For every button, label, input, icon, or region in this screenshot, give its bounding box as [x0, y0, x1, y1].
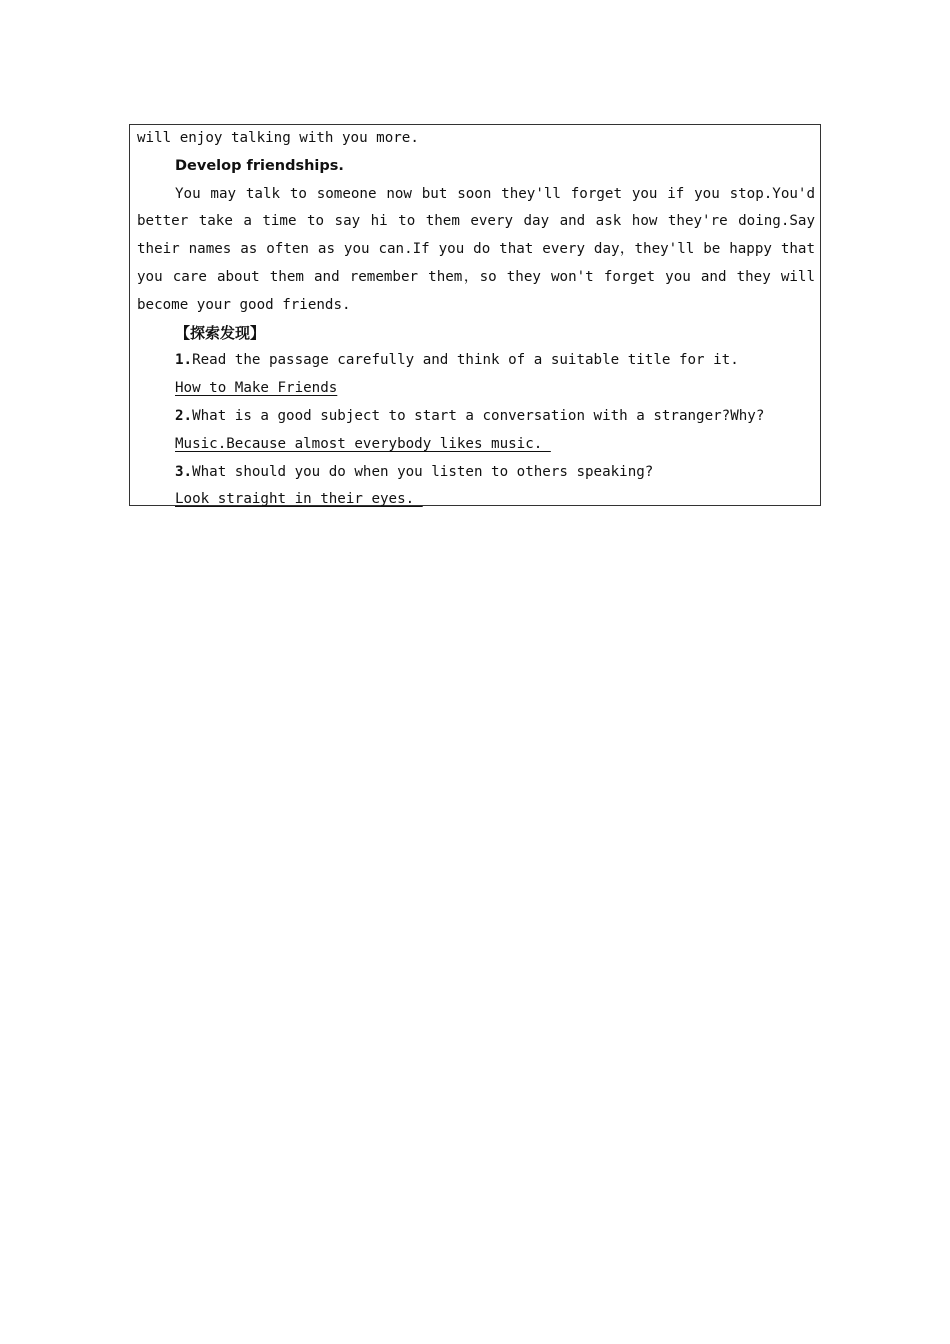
question-text: Read the passage carefully and think of a suitable title for it.: [192, 352, 739, 369]
passage-continuation: will enjoy talking with you more.: [137, 130, 419, 146]
passage-paragraph: [137, 181, 815, 320]
section-heading: Develop friendships.: [175, 157, 344, 174]
question-number: 2.: [175, 407, 193, 424]
paragraph-line: You may talk to someone now but soon they'll forget you if you stop.You'd: [175, 185, 815, 202]
answer-text: Music.Because almost everybody likes music.: [175, 435, 551, 452]
question-item: [137, 459, 815, 487]
answer-text: How to Make Friends: [175, 380, 338, 397]
answer-line: [137, 431, 815, 459]
paragraph-line: their names as often as you can.If you do that every day，they'll be happy that: [137, 241, 815, 258]
document-body: [137, 125, 815, 514]
answer-text: Look straight in their eyes.: [175, 491, 423, 508]
question-item: [137, 347, 815, 375]
paragraph-line: better take a time to say hi to them every day and ask how they're doing.Say: [137, 213, 815, 230]
question-text: What is a good subject to start a conversation with a stranger?Why?: [192, 407, 765, 424]
question-list: [137, 347, 815, 514]
explore-section-label: 【探索发现】: [175, 323, 266, 342]
question-text: What should you do when you listen to others speaking?: [192, 463, 654, 480]
question-number: 1.: [175, 352, 193, 369]
question-item: [137, 403, 815, 431]
answer-line: [137, 486, 815, 514]
paragraph-line: become your good friends.: [137, 296, 351, 313]
paragraph-line: you care about them and remember them，so they won't forget you and they will: [137, 268, 815, 285]
answer-line: [137, 375, 815, 403]
content-frame: [129, 124, 821, 506]
question-number: 3.: [175, 463, 193, 480]
